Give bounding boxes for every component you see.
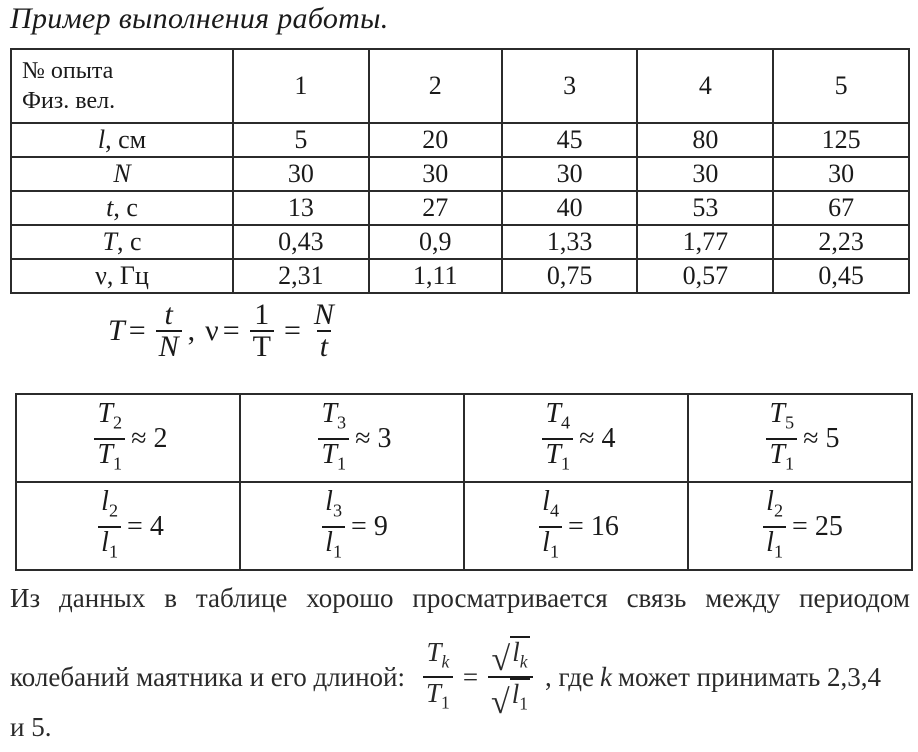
- table-cell: 1,11: [369, 259, 502, 293]
- table-cell: 30: [369, 157, 502, 191]
- table-cell: 30: [502, 157, 638, 191]
- table-cell: 30: [637, 157, 773, 191]
- table-cell: 0,75: [502, 259, 638, 293]
- table-cell: 30: [233, 157, 369, 191]
- experiment-number: 1: [233, 49, 369, 123]
- table-row-period: [11, 225, 909, 259]
- sqrt-length-fraction: √ $l_k$ √ $l_1$: [488, 636, 533, 719]
- row-label-length: l, см: [11, 123, 233, 157]
- period-ratio-cell: $\frac{T_2}{T_1}$ ≈ 2: [16, 394, 240, 482]
- experiment-number: 2: [369, 49, 502, 123]
- length-ratio-cell: $\frac{l_2}{l_1}$ = 25: [688, 482, 912, 570]
- table-cell: 5: [233, 123, 369, 157]
- row-label-frequency: ν, Гц: [11, 259, 233, 293]
- length-ratio-cell: $\frac{l_2}{l_1}$ = 4: [16, 482, 240, 570]
- row-label-oscillations: N: [11, 157, 233, 191]
- table-cell: 13: [233, 191, 369, 225]
- length-ratio-row: [16, 482, 912, 570]
- table-row-length: [11, 123, 909, 157]
- table-cell: 27: [369, 191, 502, 225]
- table-cell: 45: [502, 123, 638, 157]
- experiment-number: 5: [773, 49, 909, 123]
- table-cell: 2,31: [233, 259, 369, 293]
- experiment-number: 4: [637, 49, 773, 123]
- table-cell: 1,77: [637, 225, 773, 259]
- experiment-number: 3: [502, 49, 638, 123]
- table-cell: 67: [773, 191, 909, 225]
- table-cell: 0,57: [637, 259, 773, 293]
- experiment-number-label: № опыта: [22, 58, 114, 84]
- table-row-oscillations: [11, 157, 909, 191]
- period-frequency-formula: T = $\frac{t}{N}$ , ν = $\frac{1}{T}$ = $\frac{N}{t}$: [108, 300, 343, 362]
- conclusion-line-2: колебаний маятника и его длиной: $\frac{T_k}{T_1}$ = √ $l_k$ √ $l_1$ , где k может принимать 2,3,4: [10, 637, 882, 721]
- physical-quantity-label: Физ. вел.: [22, 88, 116, 114]
- table-cell: 20: [369, 123, 502, 157]
- table-cell: 30: [773, 157, 909, 191]
- conclusion-line-3: и 5.: [10, 712, 52, 742]
- table-cell: 125: [773, 123, 909, 157]
- table-corner-cell: [11, 49, 233, 123]
- row-label-period: T, с: [11, 225, 233, 259]
- ratio-table: [15, 393, 913, 571]
- table-cell: 0,45: [773, 259, 909, 293]
- period-ratio-cell: $\frac{T_3}{T_1}$ ≈ 3: [240, 394, 464, 482]
- table-cell: 40: [502, 191, 638, 225]
- period-ratio-cell: $\frac{T_5}{T_1}$ ≈ 5: [688, 394, 912, 482]
- fraction: $\frac{1}{T}$: [250, 300, 274, 362]
- fraction: $\frac{N}{t}$: [313, 298, 334, 363]
- table-cell: 2,23: [773, 225, 909, 259]
- table-cell: 80: [637, 123, 773, 157]
- period-ratio-fraction: $\frac{T_k}{T_1}$: [423, 637, 453, 718]
- table-row-time: [11, 191, 909, 225]
- fraction: $\frac{t}{N}$: [156, 300, 182, 362]
- table-row-frequency: [11, 259, 909, 293]
- period-ratio-row: [16, 394, 912, 482]
- table-cell: 0,43: [233, 225, 369, 259]
- conclusion-line-1: Из данных в таблице хорошо просматривается связь между периодом: [10, 583, 910, 613]
- row-label-time: t, с: [11, 191, 233, 225]
- table-header-row: [11, 49, 909, 123]
- table-cell: 1,33: [502, 225, 638, 259]
- page-heading: Пример выполнения работы.: [10, 2, 389, 35]
- length-ratio-cell: $\frac{l_4}{l_1}$ = 16: [464, 482, 688, 570]
- measurement-table: [10, 48, 910, 294]
- table-cell: 0,9: [369, 225, 502, 259]
- table-cell: 53: [637, 191, 773, 225]
- length-ratio-cell: $\frac{l_3}{l_1}$ = 9: [240, 482, 464, 570]
- period-ratio-cell: $\frac{T_4}{T_1}$ ≈ 4: [464, 394, 688, 482]
